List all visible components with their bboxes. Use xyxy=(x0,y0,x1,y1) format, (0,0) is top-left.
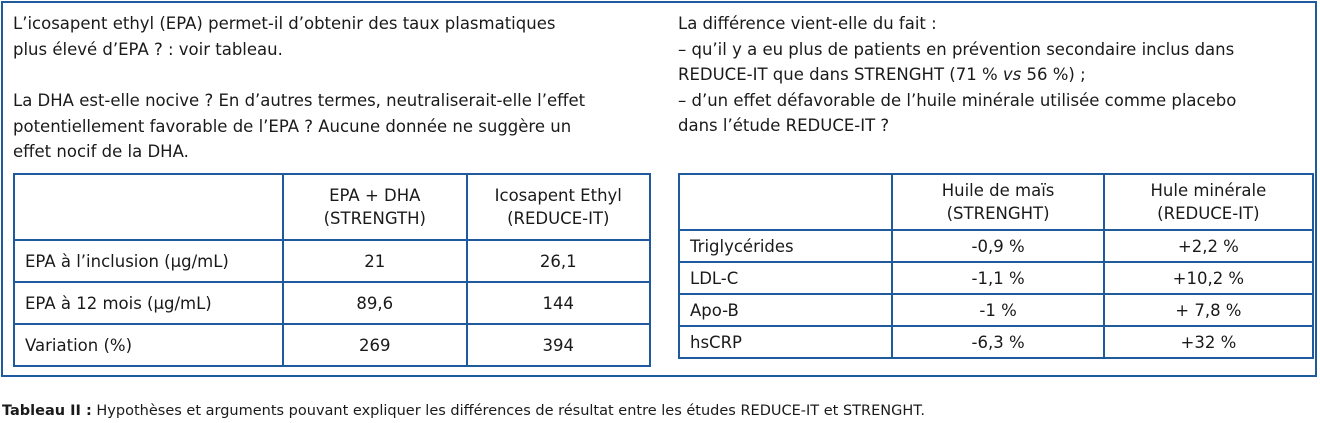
table-cell: -6,3 % xyxy=(892,326,1103,358)
epa-levels-table xyxy=(13,173,651,367)
header-cell-empty xyxy=(14,174,283,240)
text-line: La DHA est-elle nocive ? En d’autres termes, neutraliserait-elle l’effet xyxy=(13,91,586,110)
text-line: effet nocif de la DHA. xyxy=(13,142,189,161)
header-cell: Icosapent Ethyl (REDUCE-IT) xyxy=(467,174,650,240)
text-line: L’icosapent ethyl (EPA) permet-il d’obtenir des taux plasmatiques xyxy=(13,14,556,33)
table-cell: 394 xyxy=(467,324,650,366)
table-cell: +2,2 % xyxy=(1104,230,1313,262)
table-cell: +10,2 % xyxy=(1104,262,1313,294)
table-header-row xyxy=(14,174,650,240)
table-cell: 269 xyxy=(283,324,467,366)
caption-label: Tableau II : xyxy=(2,403,92,419)
table-caption xyxy=(2,403,925,419)
table-row xyxy=(14,240,650,282)
table-cell: -0,9 % xyxy=(892,230,1103,262)
header-cell: Hule minérale (REDUCE-IT) xyxy=(1104,174,1313,230)
table-cell: + 7,8 % xyxy=(1104,294,1313,326)
table-frame xyxy=(1,1,1317,377)
text-line: 56 %) ; xyxy=(1021,65,1086,84)
row-label: EPA à 12 mois (µg/mL) xyxy=(14,282,283,324)
table-row xyxy=(679,294,1313,326)
row-label: Apo-B xyxy=(679,294,892,326)
text-line: REDUCE-IT que dans STRENGHT (71 % xyxy=(678,65,1003,84)
row-label: hsCRP xyxy=(679,326,892,358)
table-row xyxy=(679,262,1313,294)
header-cell-empty xyxy=(679,174,892,230)
table-row xyxy=(679,326,1313,358)
row-label: Variation (%) xyxy=(14,324,283,366)
header-cell: EPA + DHA (STRENGTH) xyxy=(283,174,467,240)
table-cell: 89,6 xyxy=(283,282,467,324)
placebo-effects-table xyxy=(678,173,1314,359)
right-paragraph xyxy=(678,11,1310,139)
row-label: EPA à l’inclusion (µg/mL) xyxy=(14,240,283,282)
table-cell: 144 xyxy=(467,282,650,324)
vs-italic: vs xyxy=(1002,65,1022,84)
table-cell: 26,1 xyxy=(467,240,650,282)
table-row xyxy=(14,282,650,324)
header-cell: Huile de maïs (STRENGHT) xyxy=(892,174,1103,230)
text-line: dans l’étude REDUCE-IT ? xyxy=(678,116,890,135)
left-paragraph-2 xyxy=(13,88,653,165)
table-row xyxy=(679,230,1313,262)
left-paragraph-1 xyxy=(13,11,653,62)
table-cell: -1 % xyxy=(892,294,1103,326)
table-row xyxy=(14,324,650,366)
text-line: – qu’il y a eu plus de patients en prévention secondaire inclus dans xyxy=(678,39,1235,59)
table-cell: -1,1 % xyxy=(892,262,1103,294)
row-label: LDL-C xyxy=(679,262,892,294)
text-line: potentiellement favorable de l’EPA ? Aucune donnée ne suggère un xyxy=(13,116,572,136)
row-label: Triglycérides xyxy=(679,230,892,262)
table-header-row xyxy=(679,174,1313,230)
table-cell: +32 % xyxy=(1104,326,1313,358)
text-line: La différence vient-elle du fait : xyxy=(678,14,937,33)
text-line: plus élevé d’EPA ? : voir tableau. xyxy=(13,39,283,59)
text-line: – d’un effet défavorable de l’huile minérale utilisée comme placebo xyxy=(678,90,1237,110)
table-cell: 21 xyxy=(283,240,467,282)
caption-text: Hypothèses et arguments pouvant expliquer les différences de résultat entre les études REDUCE-IT et STRENGHT. xyxy=(91,403,925,419)
